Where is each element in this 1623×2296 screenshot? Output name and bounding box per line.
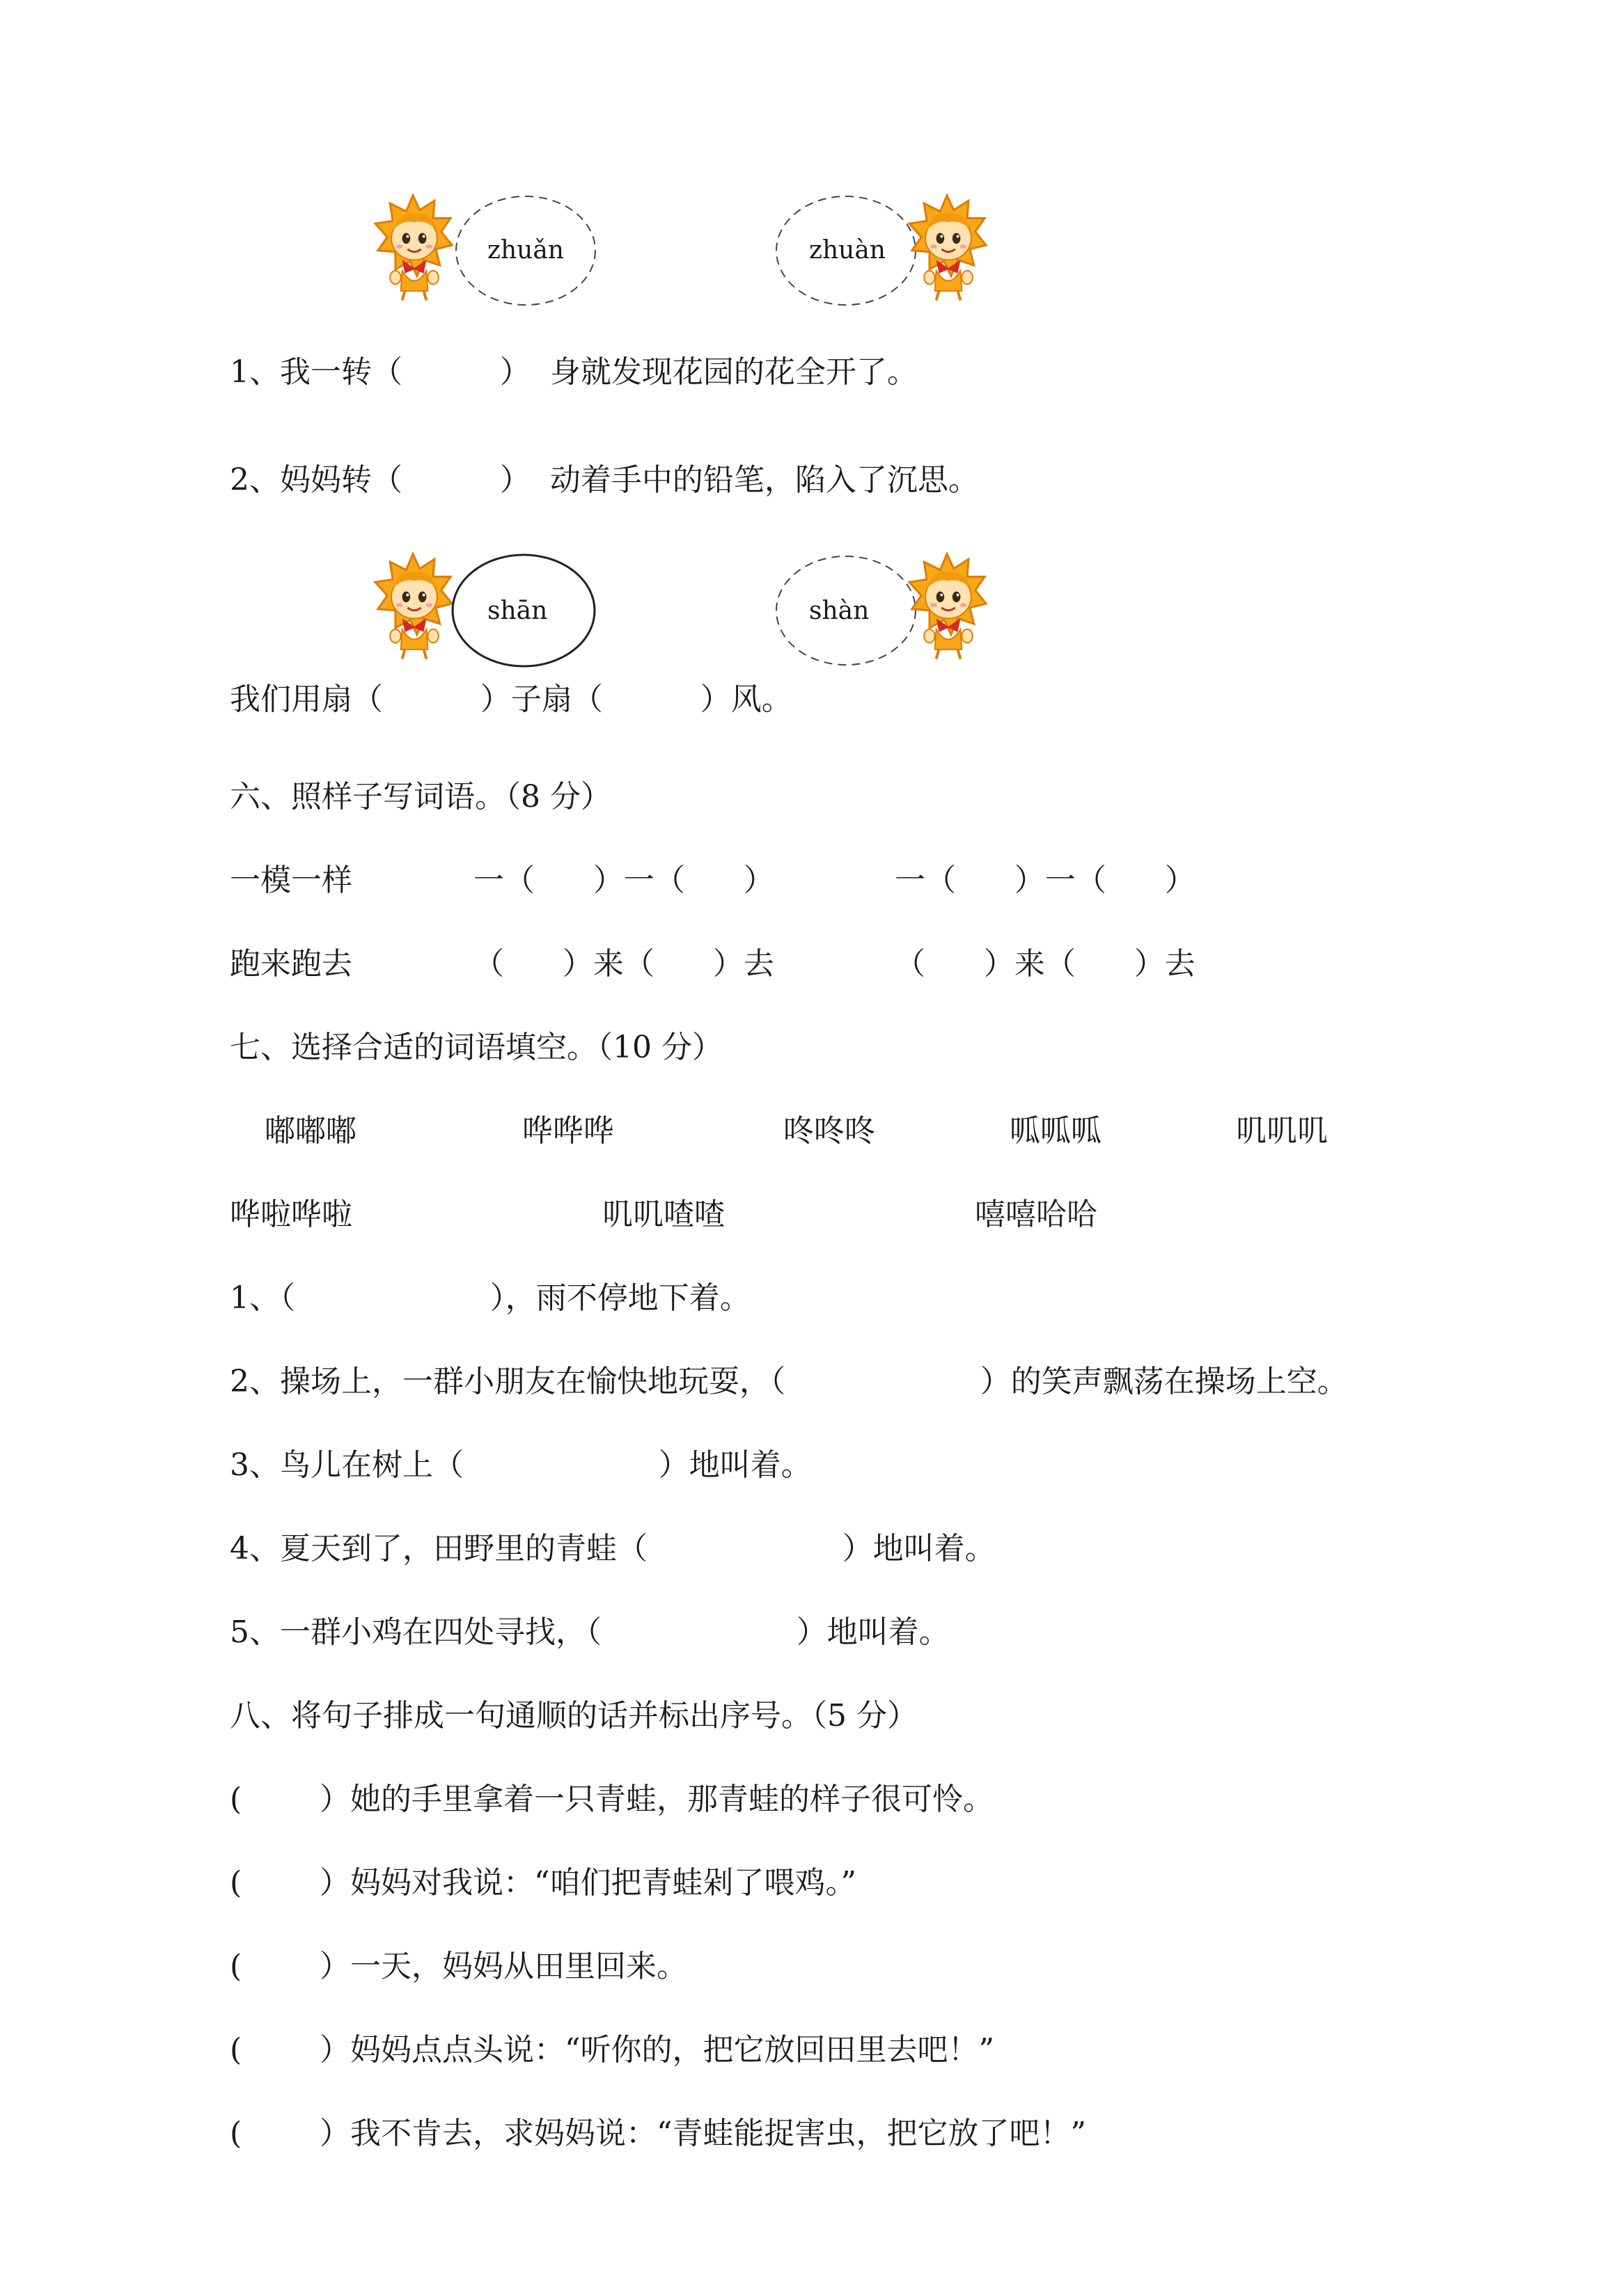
pinyin-zhuan3: zhuǎn <box>487 236 564 265</box>
word-option: 叽叽喳喳 <box>602 1197 725 1232</box>
q8-item: ( ）我不肯去，求妈妈说：“青蛙能捉害虫，把它放了吧！” <box>230 2116 1087 2151</box>
q7-sentence-2: 2、操场上，一群小朋友在愉快地玩耍，（ ）的笑声飘荡在操场上空。 <box>230 1364 1348 1399</box>
q6-blank-1b: 一（ ）一（ ） <box>895 863 1195 898</box>
sunflower-mascot-icon <box>373 547 456 665</box>
q5-sentence-3: 我们用扇（ ）子扇（ ）风。 <box>230 682 792 717</box>
sunflower-mascot-icon <box>907 188 990 306</box>
word-option: 哗啦哗啦 <box>230 1197 352 1232</box>
q6-example-2: 跑来跑去 <box>230 946 352 982</box>
word-option: 哗哗哗 <box>522 1113 614 1149</box>
q6-blank-2a: （ ）来（ ）去 <box>473 946 774 982</box>
q7-sentence-4: 4、夏天到了，田野里的青蛙（ ）地叫着。 <box>230 1531 996 1566</box>
q8-item: ( ）她的手里拿着一只青蛙，那青蛙的样子很可怜。 <box>230 1782 994 1817</box>
q5-sentence-2: 2、妈妈转（ ） 动着手中的铅笔，陷入了沉思。 <box>230 462 979 498</box>
sunflower-mascot-icon <box>907 547 990 665</box>
word-option: 嘻嘻哈哈 <box>975 1197 1097 1232</box>
q6-blank-1a: 一（ ）一（ ） <box>473 863 774 898</box>
q6-blank-2b: （ ）来（ ）去 <box>895 946 1195 982</box>
q6-example-1: 一模一样 <box>230 863 352 898</box>
section-7-title: 七、选择合适的词语填空。（10 分） <box>230 1030 723 1065</box>
word-option: 嘟嘟嘟 <box>265 1113 356 1149</box>
word-option: 叽叽叽 <box>1236 1113 1328 1149</box>
pinyin-zhuan4: zhuàn <box>809 236 886 265</box>
sunflower-mascot-icon <box>373 188 456 306</box>
q7-sentence-3: 3、鸟儿在树上（ ）地叫着。 <box>230 1447 812 1483</box>
q7-sentence-5: 5、一群小鸡在四处寻找，（ ）地叫着。 <box>230 1614 950 1650</box>
word-option: 咚咚咚 <box>783 1113 875 1149</box>
q8-item: ( ）妈妈对我说：“咱们把青蛙剁了喂鸡。” <box>230 1865 857 1901</box>
q8-item: ( ）妈妈点点头说：“听你的，把它放回田里去吧！” <box>230 2032 995 2068</box>
section-6-title: 六、照样子写词语。（8 分） <box>230 779 611 815</box>
word-option: 呱呱呱 <box>1010 1113 1101 1149</box>
section-8-title: 八、将句子排成一句通顺的话并标出序号。（5 分） <box>230 1698 918 1733</box>
pinyin-shan1: shān <box>487 597 548 625</box>
q5-sentence-1: 1、我一转（ ） 身就发现花园的花全开了。 <box>230 354 918 390</box>
pinyin-shan4: shàn <box>809 597 870 625</box>
q7-sentence-1: 1、（ ），雨不停地下着。 <box>230 1280 751 1316</box>
q8-item: ( ）一天，妈妈从田里回来。 <box>230 1949 688 1984</box>
